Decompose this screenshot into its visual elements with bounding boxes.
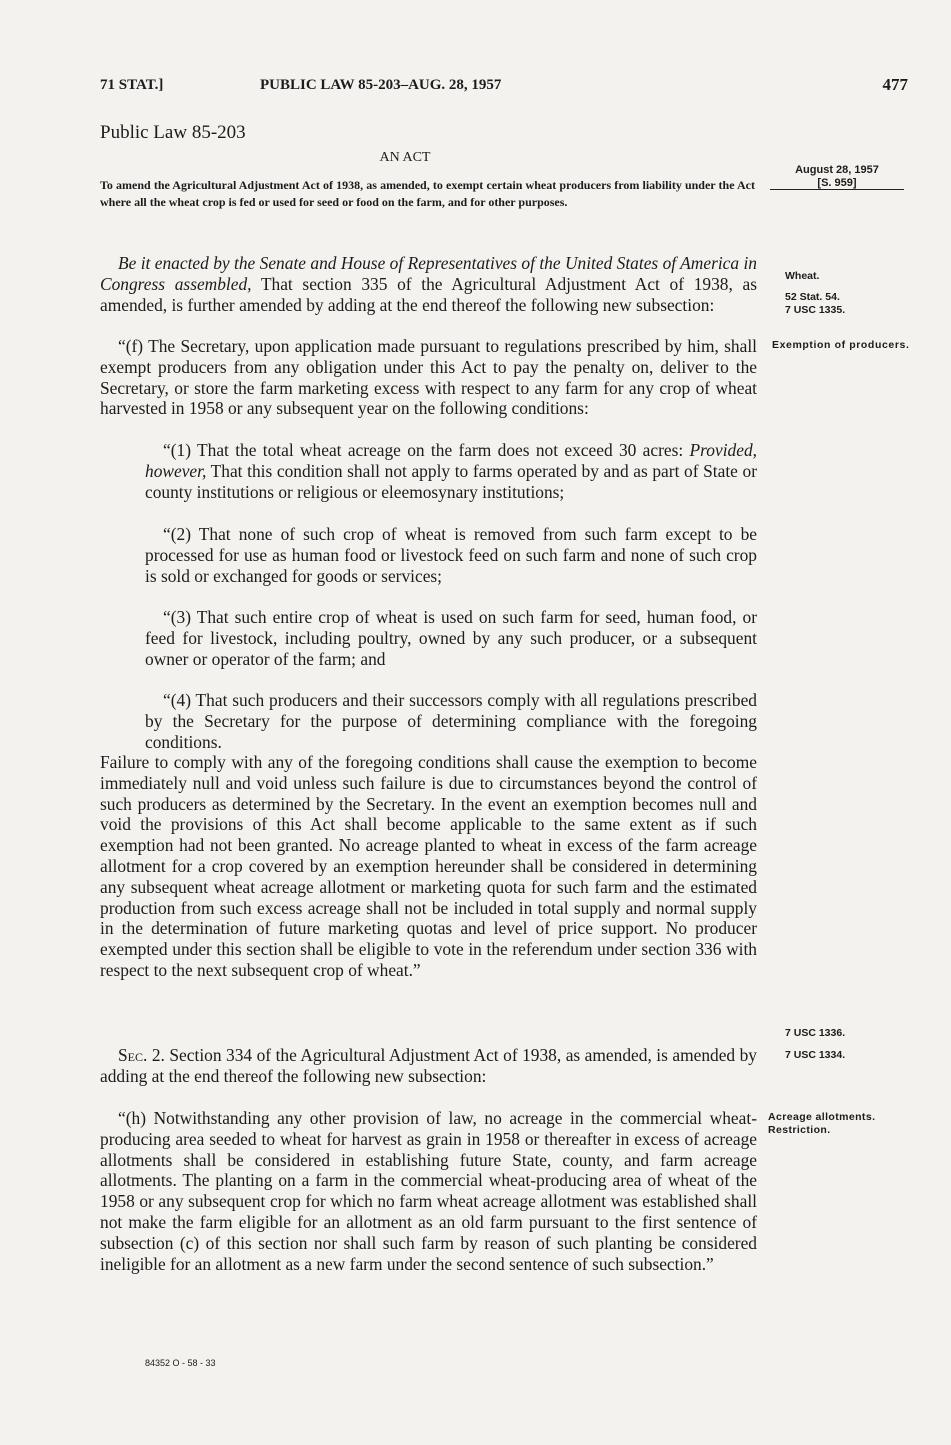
margin-date: August 28, 1957	[795, 164, 879, 176]
margin-date-block	[770, 164, 904, 190]
subsection-h: “(h) Notwithstanding any other provision of law, no acreage in the commercial wheat-producing area seeded to wheat for harvest as grain in 1958 or thereafter in excess of acreage allotments shall be considered in establishing future State, county, and farm acreage allotments. The planting on a farm in the commercial wheat-producing area of wheat of the 1958 or any subsequent crop for which no farm wheat acreage allotment was established shall not make the farm eligible for an allotment as an old farm pursuant to the first sentence of subsection (c) of this section nor shall such farm by reason of such planting be considered ineligible for an allotment as a new farm under the second sentence of such subsection.”	[100, 1108, 757, 1274]
condition-1	[145, 440, 757, 502]
failure-paragraph: Failure to comply with any of the foregoing conditions shall cause the exemption to become immediately null and void unless such failure is due to circumstances beyond the control of such producers as determined by the Secretary. In the event an exemption becomes null and void the provisions of this Act shall become applicable to the same extent as if such exemption had not been granted. No acreage planted to wheat in excess of the farm acreage allotment for a crop covered by an exemption hereunder shall be considered in determining any subsequent wheat acreage allotment or marketing quota for such farm and the estimated production from such excess acreage shall not be included in total supply and normal supply in the determination of future marketing quotas and level of price support. No producer exempted under this section shall be eligible to vote in the referendum under section 336 with respect to the next subsequent crop of wheat.”	[100, 752, 757, 980]
margin-note-usc-1336: 7 USC 1336.	[785, 1027, 846, 1039]
act-heading: AN ACT	[379, 150, 431, 165]
long-title: To amend the Agricultural Adjustment Act of 1938, as amended, to exempt certain wheat producers from liability under the Act where all the wheat crop is fed or used for seed or food on the farm, and for other purposes.	[100, 178, 755, 209]
condition-3: “(3) That such entire crop of wheat is used on such farm for seed, human food, or feed for livestock, including poultry, owned by any such producer, or a subsequent owner or operator of the farm; and	[145, 607, 757, 669]
margin-note-exemption: Exemption of producers.	[772, 339, 910, 351]
subsection-f: “(f) The Secretary, upon application made pursuant to regulations prescribed by him, shall exempt producers from any obligation under this Act to pay the penalty on, deliver to the Secretary, or store the farm marketing excess with respect to any farm for any crop of wheat harvested in 1958 or any subsequent year on the following conditions:	[100, 336, 757, 419]
running-head-title: PUBLIC LAW 85-203–AUG. 28, 1957	[260, 77, 502, 93]
statute-volume: 71 STAT.]	[100, 77, 164, 93]
margin-note-citations	[785, 291, 935, 316]
margin-usc-citation: 7 USC 1335.	[785, 303, 846, 316]
running-head	[100, 77, 908, 101]
margin-bill-number: [S. 959]	[770, 177, 904, 191]
enacting-text: That section 335 of the Agricultural Adjustment Act of 1938, as amended, is further amended by adding at the end thereof the following new subsection:	[100, 273, 757, 315]
condition-1-proviso: Provided, however,	[145, 440, 757, 481]
page-number: 477	[882, 75, 908, 94]
margin-note-usc-1334: 7 USC 1334.	[785, 1049, 846, 1061]
section-2-label: Sec. 2.	[118, 1045, 165, 1065]
enacting-formula: Be it enacted by the Senate and House of Representatives of the United States of America in Congress assembled,	[100, 253, 757, 294]
condition-1-start: “(1) That the total wheat acreage on the farm does not exceed 30 acres:	[163, 440, 690, 460]
condition-2: “(2) That none of such crop of wheat is removed from such farm except to be processed for use as human food or livestock feed on such farm and none of such crop is sold or exchanged for goods or services;	[145, 524, 757, 586]
section-2	[100, 1045, 757, 1087]
print-code: 84352 O - 58 - 33	[145, 1358, 216, 1368]
condition-1-end: That this condition shall not apply to farms operated by and as part of State or county institutions or religious or eleemosynary institutions;	[145, 460, 757, 502]
margin-note-wheat: Wheat.	[785, 270, 820, 282]
condition-4: “(4) That such producers and their successors comply with all regulations prescribed by the Secretary for the purpose of determining compliance with the foregoing conditions.	[145, 690, 757, 752]
margin-note-acreage: Acreage allotments. Restriction.	[768, 1111, 876, 1136]
enacting-clause	[100, 253, 757, 315]
margin-stat-citation: 52 Stat. 54.	[785, 291, 840, 303]
law-number: Public Law 85-203	[100, 122, 246, 143]
section-2-text: Section 334 of the Agricultural Adjustment Act of 1938, as amended, is amended by adding at the end thereof the following new subsection:	[100, 1045, 758, 1086]
